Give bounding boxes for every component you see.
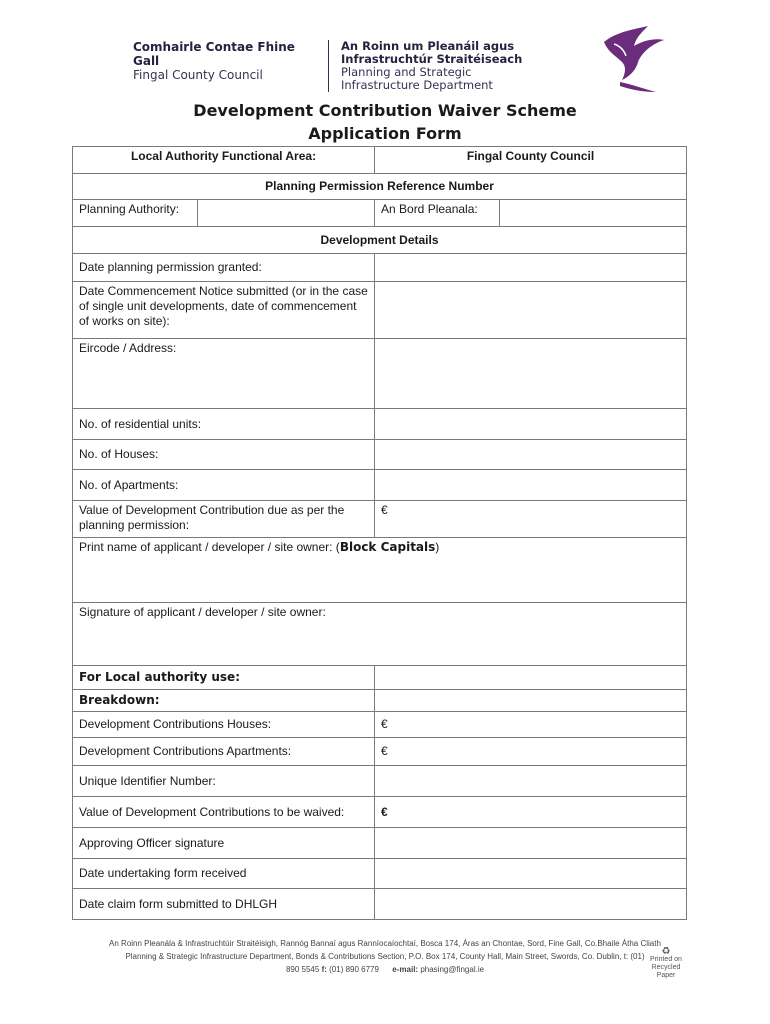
- header-divider: [328, 40, 329, 92]
- table-row: [73, 409, 687, 440]
- department-name-english-1: Planning and Strategic: [341, 65, 472, 79]
- footer-fax-label: f:: [321, 965, 327, 974]
- breakdown-blank: [375, 690, 687, 712]
- council-name-irish: Comhairle Contae Fhine Gall: [133, 40, 295, 68]
- print-name-suffix: ): [435, 540, 440, 554]
- value-due-label: Value of Development Contribution due as per the planning permission:: [73, 501, 375, 538]
- houses-label: No. of Houses:: [73, 440, 375, 470]
- table-row: [73, 738, 687, 766]
- footer-email: phasing@fingal.ie: [420, 965, 485, 974]
- date-granted-field[interactable]: [375, 254, 687, 282]
- table-row: [73, 227, 687, 254]
- table-row: [73, 690, 687, 712]
- table-row: [73, 339, 687, 409]
- table-row: [73, 712, 687, 738]
- signature-field[interactable]: [73, 603, 687, 666]
- form-title: Development Contribution Waiver Scheme: [193, 101, 577, 120]
- table-row: [73, 797, 687, 828]
- table-row: [73, 766, 687, 797]
- dc-apartments-field[interactable]: €: [375, 738, 687, 766]
- department-name-irish-1: An Roinn um Pleanáil agus: [341, 39, 515, 53]
- department-name-block: [341, 40, 551, 92]
- recycled-paper-mark: [648, 948, 684, 980]
- form-subtitle: Application Form: [308, 124, 462, 143]
- table-row: [73, 174, 687, 200]
- recycle-icon: ♻: [661, 946, 671, 957]
- planning-authority-field[interactable]: [198, 200, 375, 227]
- apartments-field[interactable]: [375, 470, 687, 501]
- functional-area-value: Fingal County Council: [375, 147, 687, 174]
- eircode-address-label: Eircode / Address:: [73, 339, 375, 409]
- table-row: [73, 538, 687, 603]
- signature-label: Signature of applicant / developer / site owner:: [79, 605, 326, 619]
- houses-field[interactable]: [375, 440, 687, 470]
- table-row: [73, 440, 687, 470]
- breakdown-heading: Breakdown:: [73, 690, 375, 712]
- block-capitals-label: Block Capitals: [339, 540, 436, 554]
- dc-houses-label: Development Contributions Houses:: [73, 712, 375, 738]
- claim-date-field[interactable]: [375, 889, 687, 920]
- footer-fax: (01) 890 6779: [329, 965, 379, 974]
- footer-line-irish: An Roinn Pleanála & Infrastruchtúir Straitéisigh, Rannóg Bannaí agus Ranníocaíochtaí, Bosca 174, Áras an Chontae, Sord, Fine Gall, Co.Bhaile Átha Cliath: [109, 939, 661, 948]
- apartments-label: No. of Apartments:: [73, 470, 375, 501]
- dc-houses-field[interactable]: €: [375, 712, 687, 738]
- table-row: [73, 828, 687, 859]
- dc-apartments-label: Development Contributions Apartments:: [73, 738, 375, 766]
- print-name-field[interactable]: [73, 538, 687, 603]
- footer-address: [60, 937, 710, 976]
- council-name-block: [133, 40, 323, 82]
- table-row: [73, 200, 687, 227]
- approving-officer-label: Approving Officer signature: [73, 828, 375, 859]
- bird-logo-icon: [596, 22, 666, 94]
- table-row: [73, 282, 687, 339]
- table-row: [73, 470, 687, 501]
- value-waived-field[interactable]: €: [375, 797, 687, 828]
- table-row: [73, 603, 687, 666]
- approving-officer-field[interactable]: [375, 828, 687, 859]
- department-name-irish-2: Infrastruchtúr Straitéiseach: [341, 52, 523, 66]
- table-row: [73, 254, 687, 282]
- planning-authority-label: Planning Authority:: [73, 200, 198, 227]
- development-details-heading: Development Details: [73, 227, 687, 254]
- table-row: [73, 501, 687, 538]
- unique-id-label: Unique Identifier Number:: [73, 766, 375, 797]
- value-waived-label: Value of Development Contributions to be waived:: [73, 797, 375, 828]
- table-row: [73, 859, 687, 889]
- undertaking-date-field[interactable]: [375, 859, 687, 889]
- ref-number-heading: Planning Permission Reference Number: [73, 174, 687, 200]
- print-name-label: Print name of applicant / developer / site owner: (: [79, 540, 340, 554]
- unique-id-field[interactable]: [375, 766, 687, 797]
- residential-units-field[interactable]: [375, 409, 687, 440]
- department-name-english-2: Infrastructure Department: [341, 78, 493, 92]
- table-row: [73, 147, 687, 174]
- council-name-english: Fingal County Council: [133, 68, 263, 82]
- date-granted-label: Date planning permission granted:: [73, 254, 375, 282]
- recycled-paper-text: Printed on Recycled Paper: [650, 956, 682, 979]
- table-row: [73, 666, 687, 690]
- commencement-label: Date Commencement Notice submitted (or in the case of single unit developments, date of commencement of works on site):: [73, 282, 375, 339]
- bord-pleanala-label: An Bord Pleanala:: [375, 200, 500, 227]
- value-due-field[interactable]: €: [375, 501, 687, 538]
- footer-contact-line: [60, 963, 710, 976]
- footer-phone: 890 5545: [285, 965, 320, 974]
- bord-pleanala-field[interactable]: [500, 200, 687, 227]
- letterhead: [0, 0, 770, 100]
- residential-units-label: No. of residential units:: [73, 409, 375, 440]
- la-use-blank: [375, 666, 687, 690]
- commencement-field[interactable]: [375, 282, 687, 339]
- eircode-address-field[interactable]: [375, 339, 687, 409]
- functional-area-label: Local Authority Functional Area:: [73, 147, 375, 174]
- la-use-heading: For Local authority use:: [73, 666, 375, 690]
- undertaking-date-label: Date undertaking form received: [73, 859, 375, 889]
- footer-line-english: Planning & Strategic Infrastructure Department, Bonds & Contributions Section, P.O. Box 174, County Hall, Main Street, Swords, Co. Dublin, t: (01): [125, 952, 645, 961]
- footer-email-label: e-mail:: [392, 965, 419, 974]
- table-row: [73, 889, 687, 920]
- application-form-table: [72, 146, 687, 920]
- claim-date-label: Date claim form submitted to DHLGH: [73, 889, 375, 920]
